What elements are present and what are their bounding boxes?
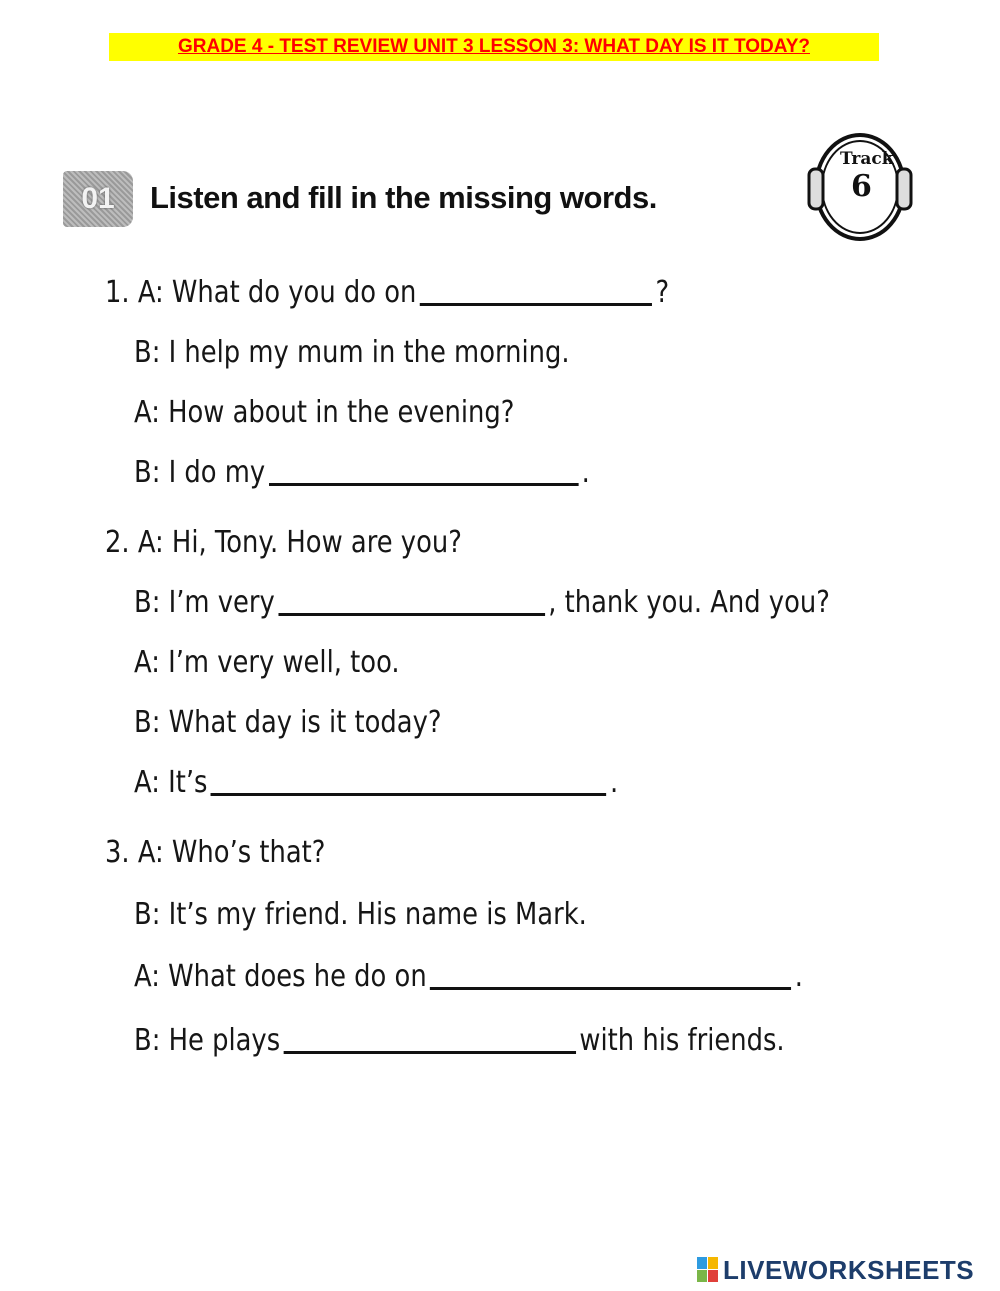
item-number: 3.	[105, 835, 130, 870]
line-text: B: What day is it today?	[134, 705, 442, 740]
exercise-number: 01	[81, 182, 115, 215]
exercise-number-badge	[63, 171, 133, 227]
dialogue-3-line-3	[134, 954, 803, 994]
dialogue-3-line-1	[105, 830, 325, 870]
answer-blank[interactable]	[284, 1050, 576, 1054]
line-text: A: What does he do on	[134, 959, 427, 994]
item-number: 1.	[105, 275, 130, 310]
line-text: B: He plays	[134, 1023, 281, 1058]
track-badge	[805, 125, 915, 245]
worksheet-title: GRADE 4 - TEST REVIEW UNIT 3 LESSON 3: WHAT DAY IS IT TODAY?	[177, 36, 810, 57]
dialogue-1-line-4	[134, 450, 590, 490]
track-label: Track	[840, 149, 894, 169]
line-text: A: Hi, Tony. How are you?	[137, 525, 462, 560]
exercise-instruction: Listen and fill in the missing words.	[150, 180, 657, 215]
line-suffix: .	[794, 959, 803, 994]
dialogue-1-line-1	[105, 270, 669, 310]
answer-blank[interactable]	[278, 612, 545, 616]
dialogue-2-line-5	[134, 760, 618, 800]
item-number: 2.	[105, 525, 130, 560]
line-text: B: I’m very	[134, 585, 275, 620]
line-suffix: .	[581, 455, 590, 490]
dialogue-1-line-3	[134, 390, 514, 430]
answer-blank[interactable]	[420, 302, 652, 306]
line-text: B: It’s my friend. His name is Mark.	[134, 897, 587, 932]
line-text: A: It’s	[134, 765, 208, 800]
line-text: A: Who’s that?	[137, 835, 326, 870]
line-text: B: I help my mum in the morning.	[134, 335, 570, 370]
line-text: B: I do my	[134, 455, 266, 490]
liveworksheets-logo[interactable]	[697, 1255, 974, 1285]
dialogue-2-line-3	[134, 640, 400, 680]
dialogue-2-line-2	[134, 580, 830, 620]
answer-blank[interactable]	[269, 482, 579, 486]
answer-blank[interactable]	[430, 986, 791, 990]
line-suffix: with his friends.	[579, 1023, 785, 1058]
dialogue-2-line-4	[134, 700, 442, 740]
dialogue-3-line-4	[134, 1018, 785, 1058]
answer-blank[interactable]	[211, 792, 607, 796]
dialogue-3-line-2	[134, 892, 587, 932]
line-suffix: , thank you. And you?	[548, 585, 830, 620]
brand-blocks-icon	[697, 1257, 719, 1283]
line-text: A: I’m very well, too.	[134, 645, 400, 680]
dialogue-2-line-1	[105, 520, 462, 560]
brand-name: LIVEWORKSHEETS	[723, 1254, 975, 1285]
line-suffix: ?	[655, 275, 670, 310]
title-banner	[109, 33, 879, 61]
track-number: 6	[851, 169, 872, 204]
line-text: A: What do you do on	[137, 275, 417, 310]
line-text: A: How about in the evening?	[134, 395, 515, 430]
dialogue-1-line-2	[134, 330, 570, 370]
line-suffix: .	[609, 765, 619, 800]
